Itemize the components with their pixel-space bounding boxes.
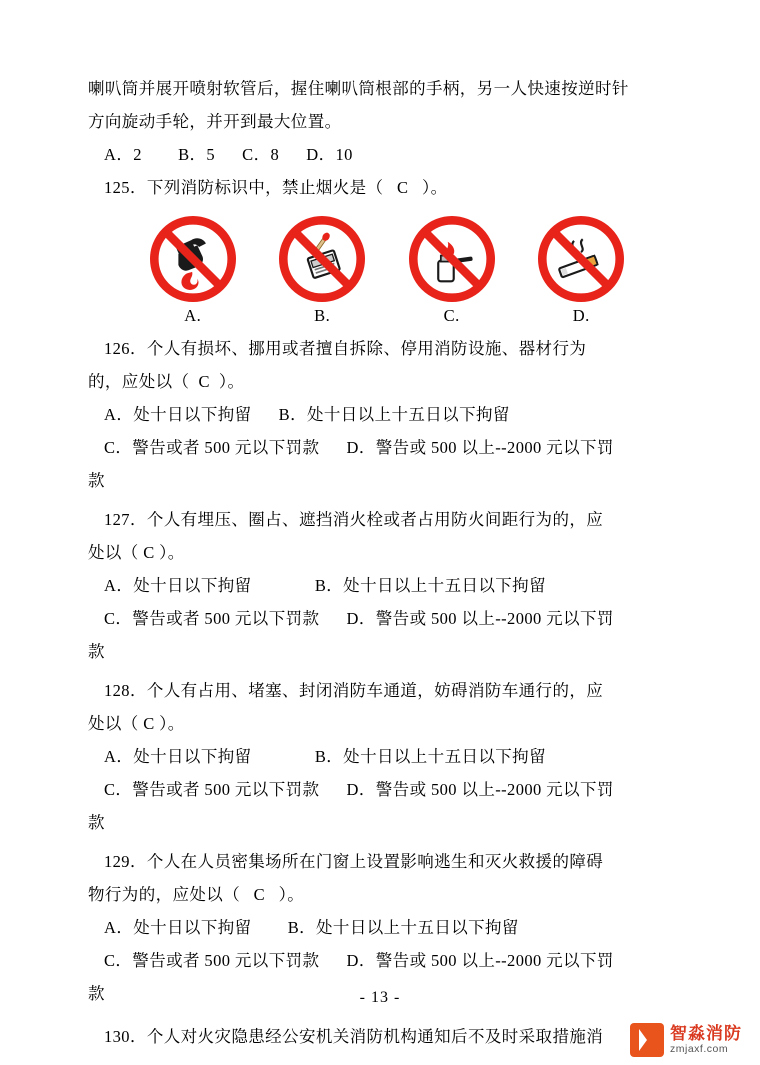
question-129-option-cd: C．警告或者 500 元以下罚款 D．警告或 500 以上--2000 元以下罚: [104, 951, 614, 970]
fire-sign-images: [88, 216, 672, 302]
sign-option-a: [133, 216, 253, 302]
question-130-stem: 130．个人对火灾隐患经公安机关消防机构通知后不及时采取措施消: [104, 1027, 604, 1046]
page-number: - 13 -: [359, 989, 401, 1006]
question-127-option-cd: C．警告或者 500 元以下罚款 D．警告或 500 以上--2000 元以下罚: [104, 609, 614, 628]
sign-option-d: [521, 216, 641, 302]
question-126-option-cd: C．警告或者 500 元以下罚款 D．警告或 500 以上--2000 元以下罚: [104, 438, 614, 457]
question-126-stem-line-1: 126．个人有损坏、挪用或者擅自拆除、停用消防设施、器材行为: [104, 339, 587, 358]
sign-label-b: B.: [314, 306, 331, 325]
question-127-stem-line-2: 处以（ C ）。: [88, 543, 185, 562]
sign-option-c: [392, 216, 512, 302]
question-options-line: A．2 B．5 C．8 D．10: [104, 145, 353, 164]
question-128-option-cd-cont: 款: [88, 813, 105, 832]
question-127-option-cd-cont: 款: [88, 642, 105, 661]
sign-option-b: [262, 216, 382, 302]
sign-label-c: C.: [443, 306, 460, 325]
question-127-stem-line-1: 127．个人有埋压、圈占、遮挡消火栓或者占用防火间距行为的，应: [104, 510, 604, 529]
question-128-stem-line-1: 128．个人有占用、堵塞、封闭消防车通道，妨碍消防车通行的，应: [104, 681, 604, 700]
no-matches-sign: [279, 216, 365, 302]
logo-title: 智淼消防: [670, 1023, 742, 1043]
no-smoking-sign: [538, 216, 624, 302]
question-129-option-cd-cont: 款: [88, 984, 105, 1003]
logo-mark-icon: [630, 1023, 664, 1057]
paragraph-line: 方向旋动手轮，并开到最大位置。: [88, 112, 342, 131]
question-129-stem-line-1: 129．个人在人员密集场所在门窗上设置影响逃生和灭火救援的障碍: [104, 852, 604, 871]
question-127-option-ab: A．处十日以下拘留 B．处十日以上十五日以下拘留: [104, 576, 546, 595]
question-126-stem-line-2: 的，应处以（ C ）。: [88, 372, 245, 391]
paragraph-line: 喇叭筒并展开喷射软管后，握住喇叭筒根部的手柄，另一人快速按逆时针: [88, 79, 629, 98]
watermark-logo: [630, 1023, 742, 1057]
logo-text: [670, 1025, 742, 1055]
question-129-option-ab: A．处十日以下拘留 B．处十日以上十五日以下拘留: [104, 918, 519, 937]
question-126-option-ab: A．处十日以下拘留 B．处十日以上十五日以下拘留: [104, 405, 510, 424]
sign-label-a: A.: [184, 306, 202, 325]
sign-labels-row: [88, 302, 672, 326]
question-126-option-cd-cont: 款: [88, 471, 105, 490]
question-128-option-ab: A．处十日以下拘留 B．处十日以上十五日以下拘留: [104, 747, 546, 766]
question-129-stem-line-2: 物行为的，应处以（ C ）。: [88, 885, 305, 904]
question-128-stem-line-2: 处以（ C ）。: [88, 714, 185, 733]
no-open-flame-sign: [150, 216, 236, 302]
question-125-stem: 125．下列消防标识中，禁止烟火是（ C ）。: [104, 178, 448, 197]
sign-label-d: D.: [572, 306, 590, 325]
no-lighter-sign: [409, 216, 495, 302]
logo-subtitle: zmjaxf.com: [670, 1042, 729, 1055]
question-128-option-cd: C．警告或者 500 元以下罚款 D．警告或 500 以上--2000 元以下罚: [104, 780, 614, 799]
